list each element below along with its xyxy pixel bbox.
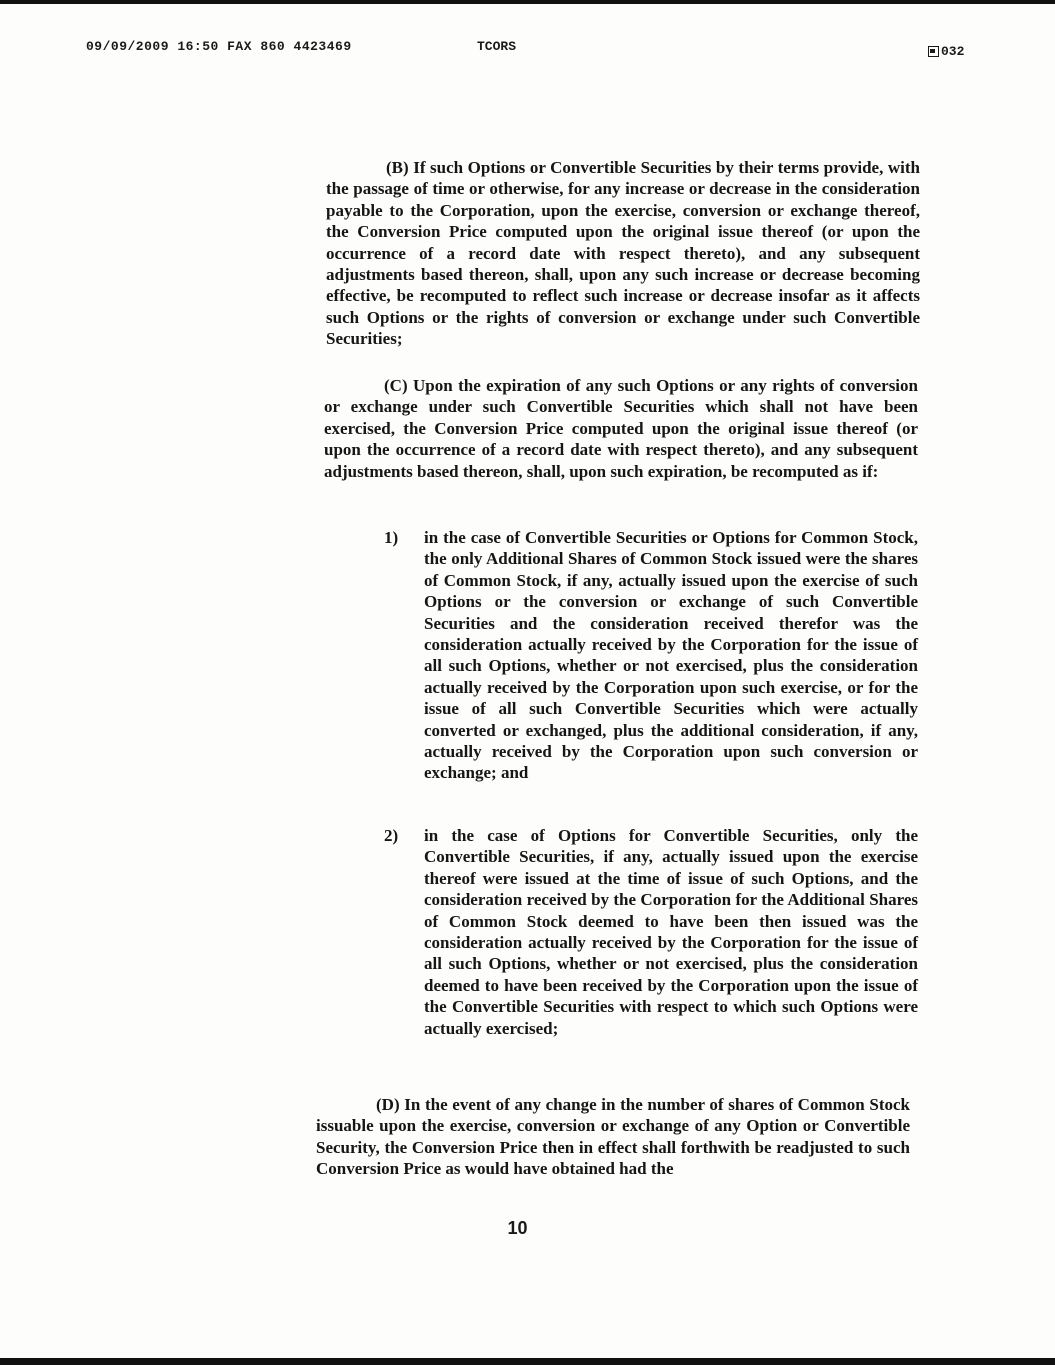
list-item <box>384 527 918 784</box>
paragraph-c-text: (C) Upon the expiration of any such Options or any rights of conversion or exchange under such Convertible Securities which shall not have been exercised, the Conversion Price computed upon the original issue thereof (or upon the occurrence of a record date with respect thereto), and any subsequent adjustments based thereon, shall, upon such expiration, be recomputed as if: <box>324 376 918 481</box>
scan-top-edge <box>0 0 1055 4</box>
list-item <box>384 825 918 1039</box>
fax-header-page <box>928 44 964 59</box>
fax-page-icon <box>928 46 939 57</box>
list-item-text: in the case of Options for Convertible Securities, only the Convertible Securities, if any, actually issued upon the exercise thereof were issued at the time of issue of such Options, and the consideration received by the Corporation for the Additional Shares of Common Stock deemed to have been then issued was the consideration actually received by the Corporation for the issue of all such Options, whether or not exercised, plus the consideration deemed to have been received by the Corporation upon the issue of the Convertible Securities with respect to which such Options were actually exercised; <box>424 826 918 1038</box>
fax-page-code: 032 <box>941 44 965 59</box>
page-number-text: 10 <box>507 1218 528 1238</box>
paragraph-b-text: (B) If such Options or Convertible Securities by their terms provide, with the passage of time or otherwise, for any increase or decrease in the consideration payable to the Corporation, upon the exercise, conversion or exchange thereof, the Conversion Price computed upon the original issue thereof (or upon the occurrence of a record date with respect thereto), and any subsequent adjustments based thereon, shall, upon any such increase or decrease becoming effective, be recomputed to reflect such increase or decrease insofar as it affects such Options or the rights of conversion or exchange under such Convertible Securities; <box>326 158 920 349</box>
scan-bottom-edge <box>0 1358 1055 1365</box>
page-number <box>0 1218 1055 1239</box>
paragraph-b <box>326 157 920 350</box>
list-item-text: in the case of Convertible Securities or Options for Common Stock, the only Additional Shares of Common Stock issued were the shares of Common Stock, if any, actually issued upon the exercise of such Options or the conversion or exchange of such Convertible Securities and the consideration received therefor was the consideration actually received by the Corporation for the issue of all such Options, whether or not exercised, plus the consideration actually received by the Corporation upon such exercise, or for the issue of all such Convertible Securities which were actually converted or exchanged, plus the additional consideration, if any, actually received by the Corporation upon such conversion or exchange; and <box>424 528 918 783</box>
list-item-number: 1) <box>384 528 399 547</box>
paragraph-d <box>316 1094 910 1180</box>
paragraph-d-text: (D) In the event of any change in the number of shares of Common Stock issuable upon the exercise, conversion or exchange of any Option or Convertible Security, the Conversion Price then in effect shall forthwith be readjusted to such Conversion Price as would have obtained had the <box>316 1095 910 1179</box>
list-item-number: 2) <box>384 826 399 845</box>
fax-header-sender: TCORS <box>477 39 517 54</box>
paragraph-c <box>324 375 918 482</box>
fax-header-datetime: 09/09/2009 16:50 FAX 860 4423469 <box>86 39 352 54</box>
